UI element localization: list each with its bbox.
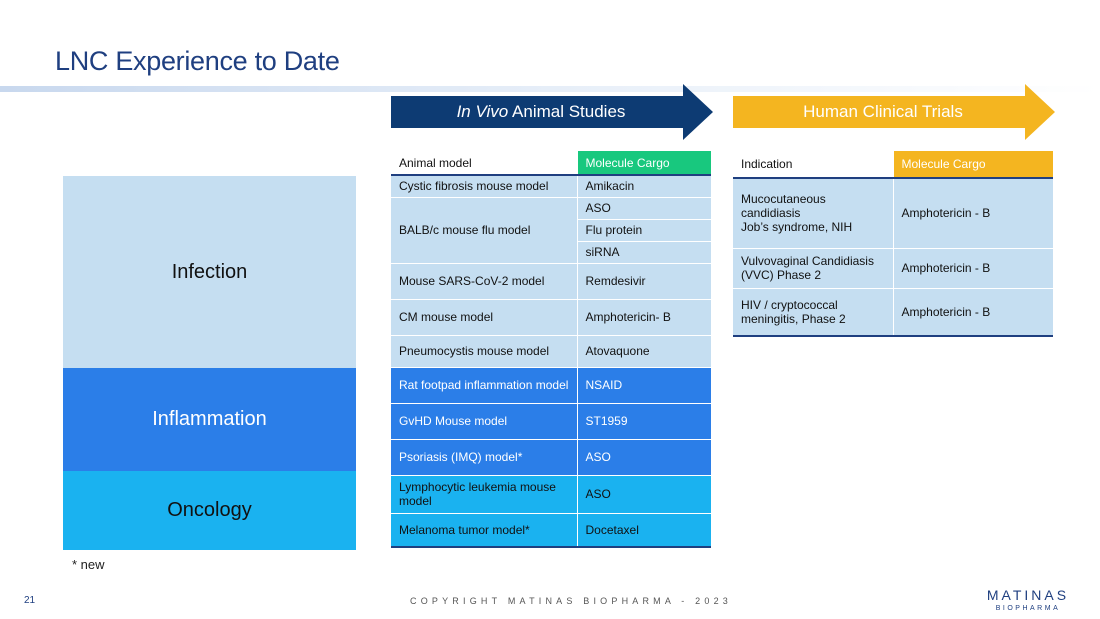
model-cell: Rat footpad inflammation model	[391, 367, 577, 403]
table-header-row	[733, 151, 1053, 178]
cargo-cell: Amphotericin - B	[893, 288, 1053, 336]
cargo-cell: Flu protein	[577, 219, 711, 241]
table-row	[391, 513, 711, 547]
header-indication: Indication	[733, 151, 893, 178]
category-inflammation	[63, 368, 356, 471]
indication-line: meningitis, Phase 2	[741, 311, 846, 326]
model-cell: CM mouse model	[391, 299, 577, 335]
logo-sub: BIOPHARMA	[995, 605, 1061, 612]
indication-line: Vulvovaginal Candidiasis	[741, 254, 874, 268]
cargo-cell: Amphotericin- B	[577, 299, 711, 335]
human-trials-table	[733, 151, 1053, 337]
table-row	[391, 197, 711, 219]
header-molecule-cargo: Molecule Cargo	[893, 151, 1053, 178]
table-row	[733, 178, 1053, 248]
table-row	[391, 475, 711, 513]
model-cell: Melanoma tumor model*	[391, 513, 577, 547]
page-number: 21	[24, 595, 36, 606]
page-title: LNC Experience to Date	[55, 46, 340, 76]
model-cell: BALB/c mouse flu model	[391, 197, 577, 263]
cargo-cell: ASO	[577, 439, 711, 475]
cargo-cell: Amphotericin - B	[893, 248, 1053, 288]
cargo-cell: ST1959	[577, 403, 711, 439]
indication-cell	[733, 178, 893, 248]
table-row	[391, 175, 711, 197]
model-cell: Cystic fibrosis mouse model	[391, 175, 577, 197]
indication-cell	[733, 288, 893, 336]
cargo-cell: Remdesivir	[577, 263, 711, 299]
in-vivo-arrow	[391, 84, 713, 140]
table-row	[391, 439, 711, 475]
header-molecule-cargo: Molecule Cargo	[577, 151, 711, 175]
in-vivo-arrow-label	[391, 84, 691, 140]
cargo-cell: ASO	[577, 197, 711, 219]
header-animal-model: Animal model	[391, 151, 577, 175]
cargo-cell: NSAID	[577, 367, 711, 403]
table-header-row	[391, 151, 711, 175]
indication-line: Job’s syndrome, NIH	[741, 220, 853, 235]
copyright-text: COPYRIGHT MATINAS BIOPHARMA - 2023	[410, 596, 733, 606]
model-cell: Lymphocytic leukemia mouse model	[391, 475, 577, 513]
table-row	[391, 403, 711, 439]
cargo-cell: Amphotericin - B	[893, 178, 1053, 248]
human-trials-arrow-label: Human Clinical Trials	[803, 102, 963, 121]
category-label: Infection	[171, 260, 248, 283]
matinas-logo	[984, 587, 1072, 612]
cargo-cell: Atovaquone	[577, 335, 711, 367]
in-vivo-italic-text: In Vivo	[456, 102, 509, 121]
indication-line: (VVC) Phase 2	[741, 268, 822, 282]
table-row	[391, 367, 711, 403]
animal-studies-table	[391, 151, 711, 548]
cargo-cell: siRNA	[577, 241, 711, 263]
indication-line: candidiasis	[741, 206, 801, 221]
model-cell: Psoriasis (IMQ) model*	[391, 439, 577, 475]
logo-name: MATINAS	[986, 587, 1070, 603]
table-row	[391, 335, 711, 367]
category-oncology	[63, 471, 356, 550]
table-row	[733, 288, 1053, 336]
indication-line: Mucocutaneous	[741, 192, 826, 207]
cargo-cell: Docetaxel	[577, 513, 711, 547]
indication-cell	[733, 248, 893, 288]
indication-line: HIV / cryptococcal	[741, 297, 838, 312]
cargo-cell: ASO	[577, 475, 711, 513]
footnote: * new	[72, 557, 105, 572]
cargo-cell: Amikacin	[577, 175, 711, 197]
table-row	[391, 263, 711, 299]
category-infection	[63, 176, 356, 368]
model-cell: GvHD Mouse model	[391, 403, 577, 439]
animal-studies-text: Animal Studies	[508, 102, 626, 121]
model-cell: Mouse SARS-CoV-2 model	[391, 263, 577, 299]
model-cell: Pneumocystis mouse model	[391, 335, 577, 367]
category-label: Inflammation	[152, 408, 267, 430]
human-trials-arrow	[733, 84, 1055, 140]
table-row	[733, 248, 1053, 288]
table-row	[391, 299, 711, 335]
category-label: Oncology	[167, 499, 252, 521]
